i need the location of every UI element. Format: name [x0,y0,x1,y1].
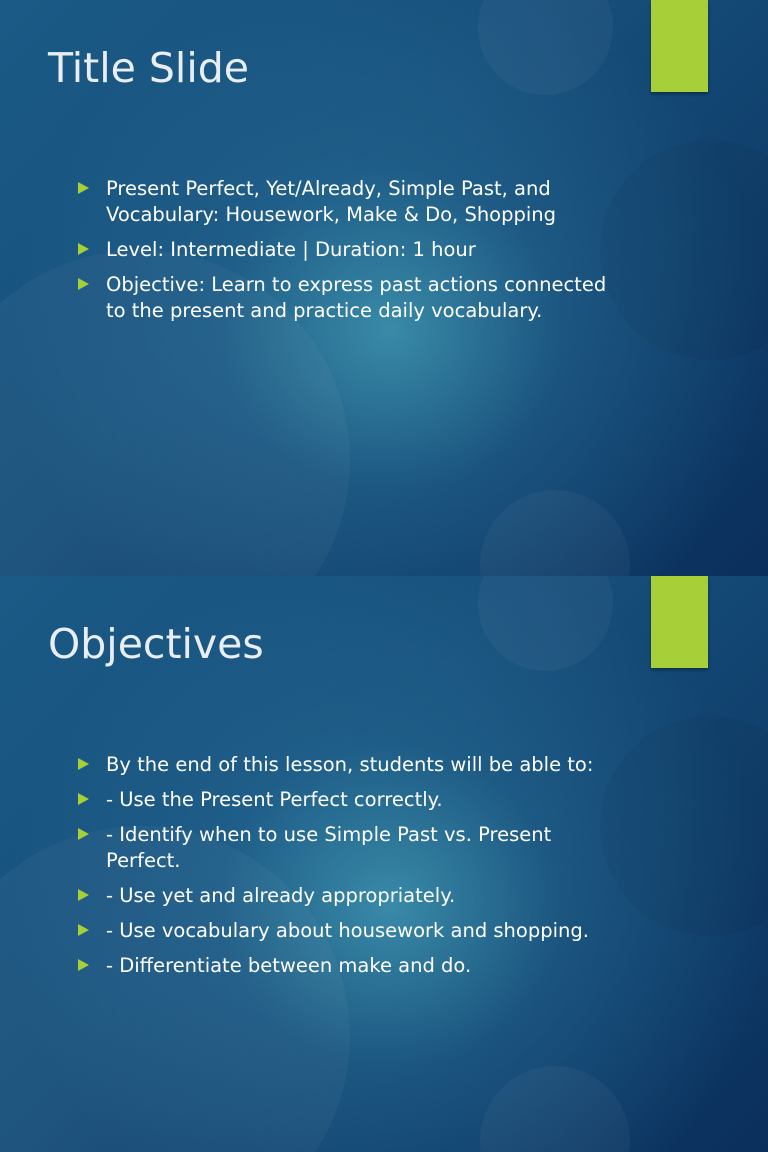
slide-heading: Objectives [48,620,264,668]
decorative-bubble [478,576,613,671]
bullet-item [76,822,616,874]
accent-bar [651,0,708,92]
triangle-right-icon [78,959,89,971]
triangle-right-icon [78,278,89,290]
triangle-right-icon [78,182,89,194]
triangle-right-icon [78,793,89,805]
bullet-item [76,953,616,979]
decorative-bubble [600,716,768,936]
decorative-bubble [478,0,613,95]
bullet-text: - Identify when to use Simple Past vs. Present Perfect. [106,823,552,872]
triangle-right-icon [78,758,89,770]
bullet-item [76,787,616,813]
bullet-text: - Use vocabulary about housework and shopping. [106,919,589,942]
bullet-item [76,918,616,944]
bullet-text: Objective: Learn to express past actions connected to the present and practice daily vocabulary. [106,273,607,322]
bullet-item [76,883,616,909]
bullet-item [76,272,616,324]
accent-bar [651,576,708,668]
bullet-text: - Use yet and already appropriately. [106,884,456,907]
triangle-right-icon [78,924,89,936]
bullet-item [76,237,616,263]
bullet-text: Present Perfect, Yet/Already, Simple Past, and Vocabulary: Housework, Make & Do, Shopping [106,177,557,226]
decorative-bubble [480,490,630,576]
slide-heading: Title Slide [48,44,249,92]
bullet-item [76,752,616,778]
triangle-right-icon [78,889,89,901]
bullet-text: By the end of this lesson, students will be able to: [106,753,594,776]
bullet-text: - Differentiate between make and do. [106,954,472,977]
bullet-list [76,176,616,333]
bullet-list [76,752,616,988]
bullet-text: - Use the Present Perfect correctly. [106,788,443,811]
bullet-item [76,176,616,228]
bullet-text: Level: Intermediate | Duration: 1 hour [106,238,476,261]
triangle-right-icon [78,243,89,255]
decorative-bubble [600,140,768,360]
slide-objectives [0,576,768,1152]
decorative-bubble [480,1066,630,1152]
triangle-right-icon [78,828,89,840]
